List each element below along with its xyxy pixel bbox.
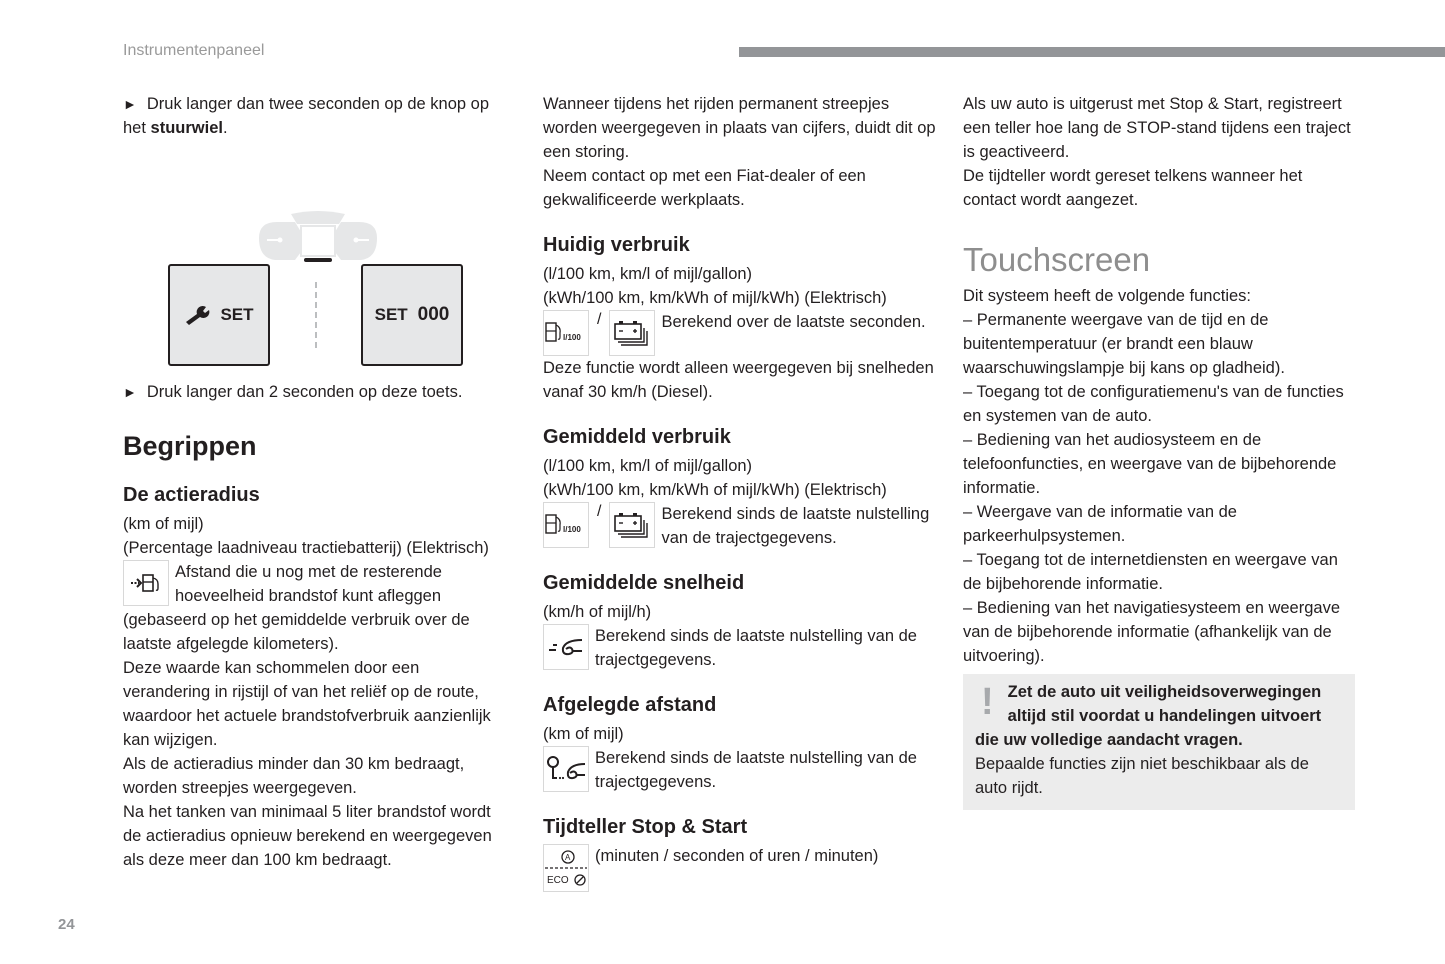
battery-consumption-icon: [609, 502, 655, 548]
column-2: Wanneer tijdens het rijden permanent streepjes worden weergegeven in plaats van cijfers, duidt dit op een storing. Neem contact op met een Fiat-dealer of een gekwalificeerde werkplaats. Huidig verbruik (l/100 km, km/l of mijl/gallon) (kWh/100 km, km/kWh of mijl/kWh) (Elektrisch) l/100 / Berekend over de laatste seconden. Deze functie wordt alleen weergegeven bij snelheden vanaf 30 km/h (Diesel). Gemiddeld verbruik (l/100 km, km/l of mijl/gallon) (kWh/100 km, km/kWh of mijl/kWh) (Elektrisch) l/100 / Berekend sinds de laatste nulstelling van de trajectgegevens. Gemiddelde snelheid (km/h of mijl/h) Berekend sinds de laatste nulstelling van de trajectgegevens. Afgelegde afstand (km of mijl) Berekend sinds de laatste nulstelling van de trajectgegevens. Tijdteller Stop & Start A ECO (minuten / seconden of uren / minuten): [543, 92, 938, 892]
warning-box: ! Zet de auto uit veiligheidsoverwegingen altijd stil voordat u handelingen uitvoert die uw volledige aandacht vragen. Bepaalde functies zijn niet beschikbaar als de auto rijdt.: [963, 674, 1355, 810]
svg-text:A: A: [565, 853, 571, 862]
actieradius-icon-row: Afstand die u nog met de resterende hoeveelheid brandstof kunt afleggen: [123, 560, 508, 608]
page-number: 24: [58, 916, 75, 933]
heading-huidig-verbruik: Huidig verbruik: [543, 234, 690, 256]
heading-stop-start: Tijdteller Stop & Start: [543, 816, 748, 838]
average-speed-icon: [543, 624, 589, 670]
feature-item: – Permanente weergave van de tijd en de buitentemperatuur (er brandt een blauw waarschuwingslampje bij kans op gladheid).: [963, 311, 1285, 377]
steering-wheel-illustration: [123, 146, 508, 370]
step-2: ► Druk langer dan 2 seconden op deze toets.: [123, 380, 508, 404]
header-bar: [739, 47, 1445, 57]
feature-item: – Weergave van de informatie van de parkeerhulpsystemen.: [963, 503, 1237, 545]
svg-text:l/100: l/100: [563, 333, 581, 342]
column-3: Als uw auto is uitgerust met Stop & Start, registreert een teller hoe lang de STOP-stand tijdens een traject is geactiveerd. De tijdteller wordt gereset telkens wanneer het contact wordt aangezet. Touchscreen Dit systeem heeft de volgende functies: – Permanente weergave van de tijd en de buitentemperatuur (er brandt een blauw waarschuwingslampje bij kans op gladheid). – Toegang tot de configuratiemenu's van de functies en systemen van de auto. – Bediening van het audiosysteem en de telefoonfuncties, en weergave van de bijbehorende informatie. – Weergave van de informatie van de parkeerhulpsystemen. – Toegang tot de internetdiensten en weergave van de bijbehorende informatie. – Bediening van het navigatiesysteem en weergave van de bijbehorende informatie (afhankelijk van de uitvoering). ! Zet de auto uit veiligheidsoverwegingen altijd stil voordat u handelingen uitvoert die uw volledige aandacht vragen. Bepaalde functies zijn niet beschikbaar als de auto rijdt.: [963, 92, 1358, 810]
fuel-range-icon: [123, 560, 169, 606]
section-stop-start: Tijdteller Stop & Start A ECO (minuten / seconden of uren / minuten): [543, 814, 938, 892]
section-gemiddelde-snelheid: Gemiddelde snelheid (km/h of mijl/h) Berekend sinds de laatste nulstelling van de trajectgegevens.: [543, 570, 938, 672]
heading-gemiddelde-snelheid: Gemiddelde snelheid: [543, 572, 745, 594]
feature-item: – Toegang tot de configuratiemenu's van de functies en systemen van de auto.: [963, 383, 1344, 425]
step-1-bold: stuurwiel: [150, 119, 223, 137]
heading-actieradius: De actieradius: [123, 484, 260, 506]
section-title: Instrumentenpaneel: [123, 42, 265, 59]
section-afgelegde-afstand: Afgelegde afstand (km of mijl) Berekend sinds de laatste nulstelling van de trajectgegevens.: [543, 692, 938, 794]
svg-text:l/100: l/100: [563, 525, 581, 534]
section-gemiddeld-verbruik: Gemiddeld verbruik (l/100 km, km/l of mijl/gallon) (kWh/100 km, km/kWh of mijl/kWh) (Elektrisch) l/100 / Berekend sinds de laatste nulstelling van de trajectgegevens.: [543, 424, 938, 550]
heading-gemiddeld-verbruik: Gemiddeld verbruik: [543, 426, 731, 448]
set-button-panel: SET: [168, 264, 270, 366]
section-huidig-verbruik: Huidig verbruik (l/100 km, km/l of mijl/gallon) (kWh/100 km, km/kWh of mijl/kWh) (Elektrisch) l/100 / Berekend over de laatste seconden. Deze functie wordt alleen weergegeven bij snelheden vanaf 30 km/h (Diesel).: [543, 232, 938, 404]
heading-touchscreen: Touchscreen: [963, 241, 1151, 278]
feature-item: – Bediening van het navigatiesysteem en weergave van de bijbehorende informatie (afhankelijk van de uitvoering).: [963, 599, 1340, 665]
fuel-consumption-icon: [543, 502, 589, 548]
column-1: ► Druk langer dan twee seconden op de knop op het stuurwiel. SET SET 000 ► Druk langer dan 2 seconden op deze toets. Begrippen De actieradius (km of mijl) (Percentage laadniveau tractiebatterij) (Elektrisch) Afstand die u nog met de resterende hoeveelheid brandstof kunt afleggen (gebaseerd op het gemiddelde verbruik over de laatste afgelegde kilometers). Deze waarde kan schommelen door een verandering in rijstijl of van het reliëf op de route, waardoor het actuele brandstofverbruik aanzienlijk kan wijzigen. Als de actieradius minder dan 30 km bedraagt, worden streepjes weergegeven. Na het tanken van minimaal 5 liter brandstof wordt de actieradius opnieuw berekend en weergegeven als deze meer dan 100 km bedraagt.: [123, 92, 508, 872]
divider-dashes: [315, 282, 317, 348]
heading-begrippen: Begrippen: [123, 431, 257, 461]
feature-item: – Toegang tot de internetdiensten en weergave van de bijbehorende informatie.: [963, 551, 1338, 593]
warning-icon: !: [981, 681, 994, 723]
wrench-icon: [184, 305, 210, 325]
step-1: ► Druk langer dan twee seconden op de knop op het stuurwiel.: [123, 92, 508, 140]
distance-travelled-icon: [543, 746, 589, 792]
feature-item: – Bediening van het audiosysteem en de telefoonfuncties, en weergave van de bijbehorende informatie.: [963, 431, 1337, 497]
battery-consumption-icon: [609, 310, 655, 356]
svg-text:ECO: ECO: [547, 875, 569, 886]
fuel-consumption-icon: [543, 310, 589, 356]
set-value-panel: SET 000: [361, 264, 463, 366]
instrument-cluster-icon: [255, 210, 381, 264]
heading-afgelegde-afstand: Afgelegde afstand: [543, 694, 717, 716]
stop-start-timer-icon: [543, 844, 589, 892]
